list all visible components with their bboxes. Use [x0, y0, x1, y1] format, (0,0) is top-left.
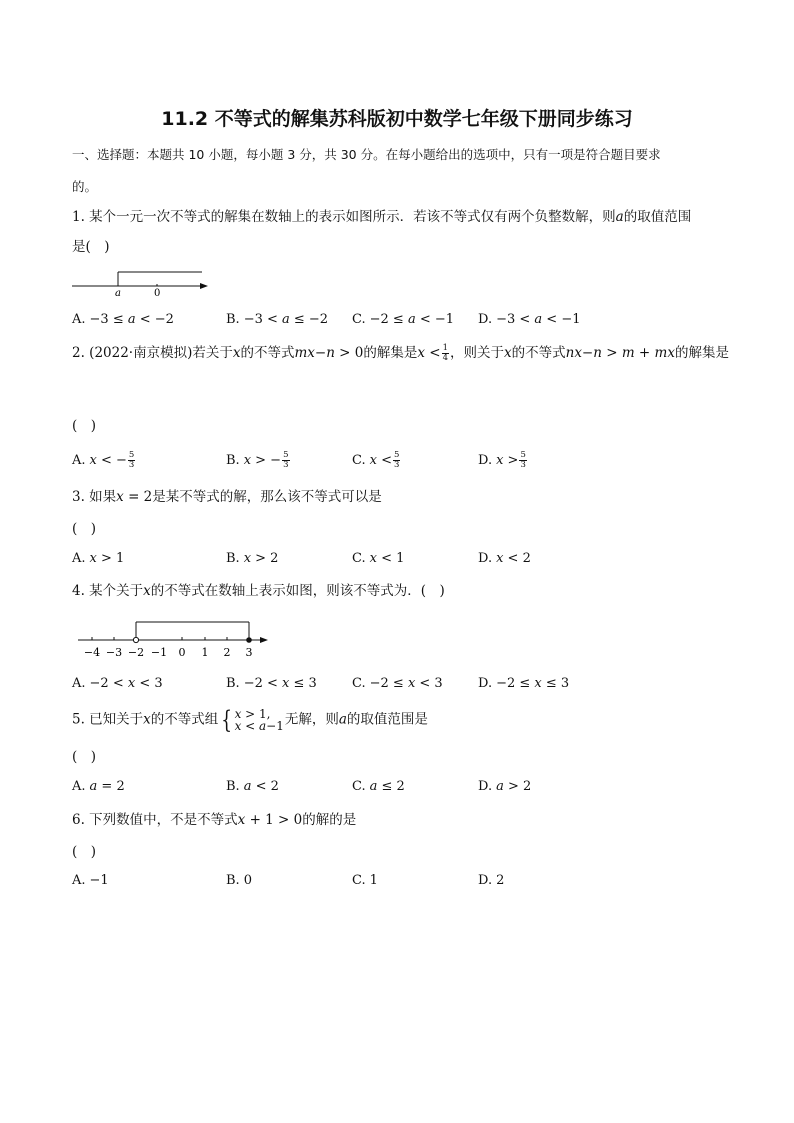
option-c[interactable] [352, 312, 454, 327]
fraction-numerator: 5 [520, 450, 526, 460]
fraction-numerator: 5 [393, 450, 400, 460]
option-label: C. [352, 676, 366, 691]
system-rows [235, 708, 284, 732]
option-label: A. [72, 779, 86, 794]
option-text: 𝑥 < 2 [496, 551, 531, 566]
option-label: B. [226, 779, 240, 794]
option-b[interactable] [226, 451, 291, 470]
tick-label: −4 [83, 646, 101, 659]
option-label: D. [478, 676, 493, 691]
tick-label: −1 [150, 646, 168, 659]
option-label: C. [352, 779, 366, 794]
option-c[interactable] [352, 451, 401, 470]
fraction-one-quarter [442, 344, 449, 363]
question-5-part2: 无解，则𝑎的取值范围是 [284, 711, 428, 728]
question-5-paren: ( ) [72, 749, 97, 765]
option-label: B. [226, 312, 240, 327]
fraction-denominator: 3 [393, 460, 400, 470]
section-instructions-line2: 的。 [72, 179, 98, 194]
option-label: A. [72, 551, 86, 566]
closed-endpoint-3 [246, 637, 252, 643]
option-label: D. [478, 453, 493, 468]
question-1-options [72, 312, 712, 332]
option-fraction [128, 451, 135, 470]
tick-label: −2 [127, 646, 145, 659]
question-2-text [72, 344, 729, 363]
option-text: 𝑥 < 1 [369, 551, 405, 566]
fraction-denominator: 4 [442, 353, 449, 363]
question-3-options [72, 551, 712, 571]
question-6-text: 6. 下列数值中，不是不等式𝑥 + 1 > 0的解的是 [72, 812, 357, 828]
number-line-q4 [74, 614, 274, 660]
option-b[interactable] [226, 779, 279, 794]
option-text: 𝑥 > 1 [89, 551, 125, 566]
option-label: B. [226, 551, 240, 566]
option-text: −3 < 𝑎 < −1 [496, 312, 581, 327]
option-d[interactable] [478, 551, 531, 566]
option-c[interactable] [352, 873, 378, 888]
option-a[interactable] [72, 676, 163, 691]
brace-symbol: { [221, 706, 233, 734]
option-label: A. [72, 453, 86, 468]
system-row-1: 𝑥 > 1, [234, 707, 271, 721]
option-text: 𝑥 > [496, 453, 519, 468]
option-b[interactable] [226, 312, 328, 327]
option-text: −3 < 𝑎 ≤ −2 [243, 312, 329, 327]
system-row-2: 𝑥 < 𝑎−1 [234, 719, 284, 733]
option-text: −2 ≤ 𝑥 < 3 [369, 676, 443, 691]
option-text: −1 [89, 873, 109, 888]
question-3-text: 3. 如果𝑥 = 2是某不等式的解，那么该不等式可以是 [72, 489, 382, 505]
option-fraction [282, 451, 289, 470]
option-label: A. [72, 312, 86, 327]
option-text: −3 ≤ 𝑎 < −2 [89, 312, 174, 327]
option-label: B. [226, 676, 240, 691]
option-a[interactable] [72, 779, 125, 794]
open-endpoint-minus-2 [133, 637, 138, 642]
option-text: −2 < 𝑥 < 3 [89, 676, 163, 691]
option-label: D. [478, 779, 493, 794]
option-text: 0 [243, 873, 252, 888]
option-fraction [393, 451, 400, 470]
option-text: 2 [496, 873, 505, 888]
option-label: A. [72, 873, 86, 888]
question-5-options [72, 779, 712, 799]
option-text: 𝑥 > 2 [243, 551, 279, 566]
axis-label-zero: 0 [154, 288, 161, 298]
option-label: D. [478, 873, 493, 888]
option-text: −2 ≤ 𝑥 ≤ 3 [496, 676, 570, 691]
option-label: C. [352, 312, 366, 327]
option-b[interactable] [226, 676, 317, 691]
inequality-system [219, 708, 284, 732]
number-line-q1 [70, 268, 215, 298]
fraction-numerator: 5 [283, 450, 289, 460]
option-text: 1 [369, 873, 378, 888]
option-c[interactable] [352, 551, 404, 566]
option-d[interactable] [478, 676, 569, 691]
option-text: 𝑎 < 2 [243, 779, 279, 794]
tick-label: −3 [105, 646, 123, 659]
option-text: 𝑥 < [369, 453, 392, 468]
option-c[interactable] [352, 779, 405, 794]
axis-arrow [200, 283, 208, 289]
tick-label: 2 [223, 646, 231, 659]
question-6-paren: ( ) [72, 844, 97, 860]
option-b[interactable] [226, 873, 252, 888]
tick-label: 1 [201, 646, 209, 659]
axis-arrow [260, 637, 268, 643]
option-text: 𝑎 > 2 [496, 779, 532, 794]
axis-label-a: 𝑎 [115, 288, 121, 298]
option-a[interactable] [72, 451, 136, 470]
question-6-options [72, 873, 712, 893]
option-d[interactable] [478, 451, 528, 470]
option-b[interactable] [226, 551, 278, 566]
question-2-part2: ，则关于𝑥的不等式𝑛𝑥−𝑛 > 𝑚 + 𝑚𝑥的解集是 [450, 345, 729, 361]
option-label: B. [226, 453, 240, 468]
fraction-denominator: 3 [128, 460, 135, 470]
option-label: B. [226, 873, 240, 888]
question-5-part1: 5. 已知关于𝑥的不等式组 [72, 711, 219, 728]
question-4-text: 4. 某个关于𝑥的不等式在数轴上表示如图，则该不等式为．( ) [72, 583, 445, 599]
tick-label: 3 [245, 646, 253, 659]
option-label: D. [478, 312, 493, 327]
option-a[interactable] [72, 312, 174, 327]
option-text: −2 < 𝑥 ≤ 3 [243, 676, 317, 691]
option-text: 𝑎 ≤ 2 [369, 779, 405, 794]
question-2-options [72, 451, 712, 471]
option-text: 𝑥 > − [243, 453, 282, 468]
page-title: 11.2 不等式的解集苏科版初中数学七年级下册同步练习 [161, 108, 633, 130]
fraction-denominator: 3 [520, 460, 526, 470]
tick-label: 0 [178, 646, 186, 659]
option-a[interactable] [72, 873, 109, 888]
fraction-numerator: 5 [128, 450, 135, 460]
option-c[interactable] [352, 676, 443, 691]
option-a[interactable] [72, 551, 124, 566]
question-2-part1: 2. (2022·南京模拟)若关于𝑥的不等式𝑚𝑥−𝑛 > 0的解集是𝑥 < [72, 345, 441, 361]
option-label: C. [352, 551, 366, 566]
option-label: C. [352, 873, 366, 888]
option-d[interactable] [478, 312, 581, 327]
option-text: 𝑎 = 2 [89, 779, 125, 794]
question-1-text: 1. 某个一元一次不等式的解集在数轴上的表示如图所示．若该不等式仅有两个负整数解，则𝑎的取值范围 [72, 209, 692, 225]
option-fraction [519, 451, 526, 470]
fraction-numerator: 1 [442, 343, 449, 353]
question-5-text [72, 708, 428, 732]
section-instructions-line1: 一、选择题：本题共 10 小题，每小题 3 分，共 30 分。在每小题给出的选项中，只有一项是符合题目要求 [72, 147, 661, 162]
question-2-paren: ( ) [72, 418, 97, 434]
question-3-paren: ( ) [72, 521, 97, 537]
option-d[interactable] [478, 873, 504, 888]
question-1-paren: 是( ) [72, 239, 110, 255]
option-label: C. [352, 453, 366, 468]
option-text: 𝑥 < − [89, 453, 127, 468]
question-4-options [72, 676, 712, 696]
fraction-denominator: 3 [283, 460, 289, 470]
option-d[interactable] [478, 779, 531, 794]
option-label: D. [478, 551, 493, 566]
option-text: −2 ≤ 𝑎 < −1 [369, 312, 455, 327]
option-label: A. [72, 676, 86, 691]
